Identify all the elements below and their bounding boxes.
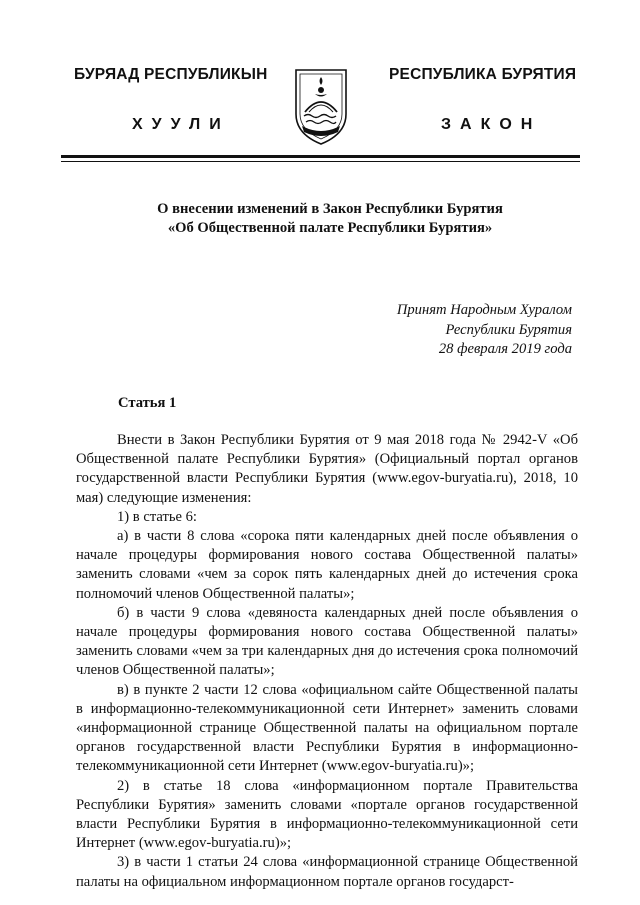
paragraph: 2) в статье 18 слова «информационном портале Правительства Республики Бурятия» заменить словами «портале органов государственной власти Республики Бурятия в информационно-телекоммуникационной сети Интернет (www.egov-buryatia.ru)»; <box>76 777 578 852</box>
article-body <box>76 431 578 892</box>
law-title <box>80 200 580 238</box>
article-heading: Статья 1 <box>118 395 177 411</box>
adoption-line-1: Принят Народным Хуралом <box>396 302 572 318</box>
paragraph: 3) в части 1 статьи 24 слова «информационной странице Общественной палаты на официальном информационном портале органов государст- <box>76 854 578 890</box>
paragraph: 1) в статье 6: <box>117 508 197 525</box>
header-left-subtitle: ХУУЛИ <box>132 116 230 133</box>
adoption-date: 28 февраля 2019 года <box>438 341 572 357</box>
paragraph: Внести в Закон Республики Бурятия от 9 мая 2018 года № 2942-V «Об Общественной палате Республики Бурятия» (Официальный портал органов государственной власти Республики Бурятия (www.egov-buryatia.ru), 2018, 10 мая) следующие изменения: <box>76 432 578 506</box>
law-title-line-1: О внесении изменений в Закон Республики Бурятия <box>157 201 503 217</box>
adoption-line-2: Республики Бурятия <box>445 321 572 338</box>
header-right-title: РЕСПУБЛИКА БУРЯТИЯ <box>389 66 577 83</box>
header-divider-thick <box>61 155 580 158</box>
paragraph: а) в части 8 слова «сорока пяти календарных дней после объявления о начале процедуры формирования нового состава Общественной палаты» заменить словами «чем за сорок пять календарных дней до истечения срока полномочий членов Общественной палаты»; <box>76 528 578 602</box>
paragraph: в) в пункте 2 части 12 слова «официальном сайте Общественной палаты в информационно-телекоммуникационной сети Интернет» заменить словами «информационной странице Общественной палаты на официальном портале органов государственной власти Республики Бурятия в информационно-телекоммуникационной сети Интернет (www.egov-buryatia.ru)»; <box>76 681 578 775</box>
header-right-subtitle: ЗАКОН <box>441 116 542 133</box>
paragraph: б) в части 9 слова «девяноста календарных дней после объявления о начале процедуры формирования нового состава Общественной палаты» заменить словами «чем за три календарных дня до истечения срока полномочий членов Общественной палаты»; <box>76 604 578 679</box>
header-divider-thin <box>61 161 580 162</box>
header-left-title: БУРЯАД РЕСПУБЛИКЫН <box>74 66 268 83</box>
law-title-line-2: «Об Общественной палате Республики Бурятия» <box>167 220 493 236</box>
coat-of-arms-emblem <box>293 62 349 146</box>
adoption-note <box>272 301 572 360</box>
